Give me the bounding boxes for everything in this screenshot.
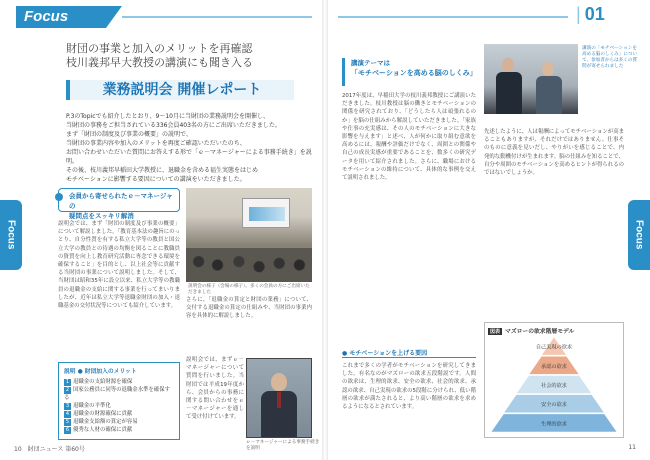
speaker-tie bbox=[277, 392, 281, 408]
body-text-column: 2017年度は、早稲田大学の枝川義邦教授にご講演いただきました。枝川教授は脳の働きとモチベーションの関係を研究されており、「どうしたら人は頑張れるのか」を脳の仕組みから解説していただきました。「家族や仕事の充実感は、その人のモチベーションに大きな影響を与えます」と述べ、人が何かに取り組む意欲を高めるには、報酬や評価だけでなく、周囲との関係や自己の成長実感が重要であることを、数多くの研究データを用いて紹介されました。さらに、職場におけるモチベーションの維持について、具体的な事例を交えて説明されました。 bbox=[342, 93, 476, 182]
side-tab-right: Focus bbox=[628, 200, 650, 270]
pyramid-level-label: 社会的欲求 bbox=[541, 383, 567, 389]
audience bbox=[186, 248, 312, 282]
page-footer-right: 11 bbox=[628, 444, 636, 451]
intro-line: まず「財団の制度及び事業の概要」の説明で、 bbox=[66, 131, 192, 138]
seminar-photo bbox=[186, 188, 312, 282]
list-item: 3 退職金の平準化 bbox=[65, 403, 111, 409]
intro-line: 当財団の事務をご担当されている336会員403名の方にご出席いただきました。 bbox=[66, 122, 281, 129]
body-text-column: 説明会では、まずｅ－マネージャーについて質問を行いました。当財団では平成19年度から、会員からの事務に関する問い合わせをｅ－マネージャーを通して受け付けています。 bbox=[186, 357, 244, 421]
maslow-diagram bbox=[484, 322, 624, 438]
list-item: 5 退職金支給額の算定が容易 bbox=[65, 419, 138, 425]
pyramid-svg bbox=[491, 337, 617, 433]
focus-logo: Focus bbox=[16, 6, 106, 28]
qa-heading-line: 会員から寄せられたｅ－マネージャの bbox=[69, 192, 173, 210]
header-rule bbox=[338, 16, 568, 18]
pyramid-level-label: 承認の欲求 bbox=[541, 363, 567, 370]
page-title: 業務説明会 開催レポート bbox=[102, 82, 262, 98]
lecture-heading bbox=[342, 58, 478, 86]
number-badge: 1 bbox=[65, 379, 70, 385]
speaker-photo bbox=[246, 358, 312, 438]
pyramid-level-label: 自己実現の欲求 bbox=[535, 344, 573, 351]
body-text-column: さらに、「退職金の算定と財団の業務」について、交付する退職金の算定の仕組みや、当財団の事業内容を具体的に解説しました。 bbox=[186, 297, 312, 320]
speaker-head bbox=[271, 373, 287, 391]
photo-caption: 講演の「モチベーションを高める脳のしくみ」について、参加者からは多くの質問が寄せられました bbox=[582, 46, 638, 69]
diagram-tag: 図表 bbox=[490, 329, 501, 335]
number-badge: 6 bbox=[65, 427, 70, 433]
intro-line: その後、枝川義邦早稲田大学教授に、退職金を含める福生実態をはじめ bbox=[66, 167, 259, 174]
subhead-line: 財団の事業と加入のメリットを再確認 bbox=[66, 42, 253, 55]
number-badge: 5 bbox=[65, 419, 70, 425]
subhead-line: 枝川義邦早大教授の講演にも聞き入る bbox=[66, 56, 253, 69]
person-head bbox=[542, 62, 554, 76]
list-item: 4 退職金の財源確保に貢献 bbox=[65, 411, 133, 417]
page-gutter bbox=[322, 0, 328, 460]
number-badge: 3 bbox=[65, 403, 70, 409]
number-badge: 4 bbox=[65, 411, 70, 417]
number-badge: 2 bbox=[65, 387, 70, 393]
points-list bbox=[64, 378, 174, 434]
intro-paragraph bbox=[66, 112, 318, 184]
person-body bbox=[496, 72, 522, 114]
body-text-column: 先述したように、人は報酬によってモチベーションが高まることもありますが、それだけではありません。仕事そのものに意義を見いだし、やりがいを感じることで、内発的な動機付けが生まれます。脳の仕組みを知ることで、自分や周囲のモチベーションを高めるヒントが得られるのではないでしょうか。 bbox=[484, 129, 624, 177]
qa-section-heading bbox=[58, 188, 180, 220]
header-rule bbox=[122, 16, 312, 18]
intro-line: P.3のTopicでも紹介したとおり、9～10月に当財団の業務説明会を開催し、 bbox=[66, 113, 269, 120]
bullet-dot-icon bbox=[55, 193, 63, 201]
list-item: 1 退職金の支給財源を確保 bbox=[65, 379, 133, 385]
list-item: 6 優秀な人材の確保に貢献 bbox=[65, 427, 133, 433]
qa-heading-line: 疑問点をスッキリ解消 bbox=[69, 212, 134, 220]
side-tab-left: Focus bbox=[0, 200, 22, 270]
subheadline bbox=[66, 42, 306, 70]
points-title: 説明 ● 財団加入のメリット bbox=[64, 369, 137, 375]
section-number: | 01 bbox=[576, 4, 605, 25]
section-heading: ● モチベーションを上げる要因 bbox=[342, 348, 476, 358]
body-text-column: これまで多くの学者がモチベーションを研究してきました。有名なのがマズローの欲求五段階説です。人間の欲求は、生理的欲求、安全の欲求、社会的欲求、承認の欲求、自己実現の欲求の5段階に分けられ、低い階層の欲求が満たされると、より高い階層の欲求を求めるようになるとされています。 bbox=[342, 363, 476, 411]
lecture-label: 講演テーマは bbox=[351, 59, 390, 67]
intro-line: 当財団の事業内容や加入のメリットを再度ご確認いただいたのち、 bbox=[66, 140, 246, 147]
points-box bbox=[58, 362, 180, 440]
intro-line: お問い合わせいただいた質問にお答えする形で「ｅ－マネージャーによる事務手続き」を説明。 bbox=[66, 149, 312, 165]
photo-caption: ｅ－マネージャーによる事務手続きを説明 bbox=[246, 440, 320, 451]
diagram-title bbox=[488, 326, 620, 335]
pyramid-level-label: 安全の欲求 bbox=[541, 402, 567, 409]
photo-caption: 説明会の様子（会場の様子）。多くの会員の方にご出席いただきました bbox=[188, 284, 310, 295]
page-footer-left: 10 財団ニュース 第60号 bbox=[14, 446, 85, 453]
person-head bbox=[502, 58, 514, 72]
lecture-title: 「モチベーションを高める脳のしくみ」 bbox=[351, 69, 477, 77]
projector-screen bbox=[242, 198, 290, 228]
pyramid-level-label: 生理的欲求 bbox=[541, 421, 567, 428]
person-body bbox=[536, 76, 562, 114]
body-text-column: 説明会では、まず「財団の制度及び事業の概要」について解説しました。「教育基本法の趣旨にのっとり、自分性質を有する私立大学等の教員と国公立大学の教員との待遇の均衡を図ることに教職員の資質を向上し教育研究活動に専念できる環境を確保すること」を目的とし、以上社会等に貢献する当財団の事業について説明しました。そして、当財団は昭和35年に設立以来、私立大学等の教職員の退職金の支給に関する事業を行ってまいりましたが、近年は私立大学等退職金財団の加入・退職基金の交付状況等についても紹介しています。 bbox=[58, 221, 180, 310]
diagram-title-text: マズローの欲求階層モデル bbox=[505, 329, 575, 335]
list-item: 2 国家公務員に同等の退職金水準を確保する bbox=[64, 387, 171, 401]
page-title-box bbox=[66, 80, 294, 100]
intro-line: モチベーションに影響する要因についての講演をいただきました。 bbox=[66, 176, 246, 183]
lecture-photo bbox=[484, 44, 578, 114]
